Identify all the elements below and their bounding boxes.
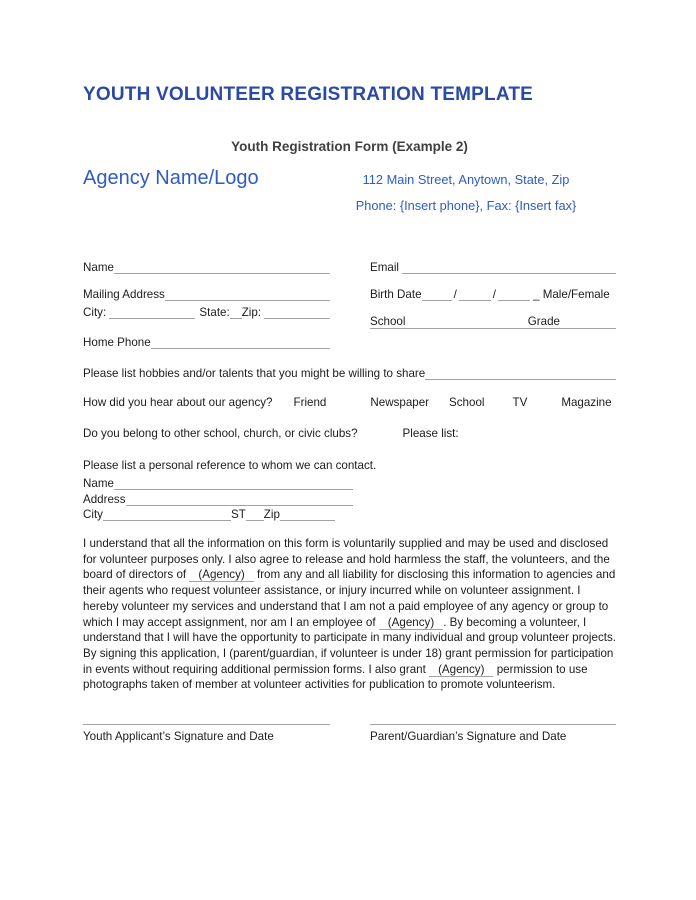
parent-signature-line [370, 724, 616, 743]
hobbies-question: Please list hobbies and/or talents that you might be willing to share [83, 367, 426, 380]
agency-inline-blank: (Agency) [189, 568, 253, 582]
birth-date-field-row [370, 286, 616, 301]
agency-header [83, 167, 616, 219]
name-field-row [83, 259, 330, 274]
mailing-address-label: Mailing Address [83, 288, 165, 301]
home-phone-blank [151, 336, 330, 349]
date-slash: / [453, 288, 457, 301]
reference-city-row [83, 506, 353, 522]
birth-month-blank [422, 288, 452, 301]
hear-option-newspaper: Newspaper [370, 396, 430, 409]
hear-about-question-row [83, 396, 616, 411]
email-label: Email [370, 261, 403, 274]
zip-blank [264, 306, 330, 319]
reference-city-blank [103, 508, 231, 521]
hear-option-friend: Friend [293, 396, 327, 409]
grade-label: Grade [527, 315, 560, 328]
hear-option-tv: TV [512, 396, 528, 409]
reference-address-row [83, 490, 353, 506]
page-title: YOUTH VOLUNTEER REGISTRATION TEMPLATE [83, 84, 534, 105]
form-subtitle: Youth Registration Form (Example 2) [231, 139, 468, 154]
hear-option-magazine: Magazine [561, 396, 612, 409]
city-state-zip-field-row [83, 304, 330, 319]
agreement-text-segment: permission to use photographs taken of member at volunteer activities for publication to promote volunteerism. [83, 662, 588, 692]
agency-address-block [316, 167, 616, 219]
school-grade-field-row [370, 314, 616, 329]
male-female-label: _ Male/Female [533, 288, 610, 301]
document-page [83, 0, 616, 743]
reference-zip-label: Zip [263, 508, 280, 521]
youth-signature-line [83, 724, 330, 743]
agreement-text-segment: I understand that all the information on this form is voluntarily supplied and may be used and disclosed for volunteer purposes only. I also agree to release and hold harmless the staff, the volunteers, and the board of directors of [83, 537, 610, 582]
clubs-question: Do you belong to other school, church, or civic clubs? [83, 427, 358, 440]
reference-st-blank [246, 508, 264, 521]
contact-fields-left-column [83, 259, 330, 349]
contact-fields-section [83, 259, 616, 349]
reference-intro: Please list a personal reference to whom we can contact. [83, 459, 377, 472]
name-blank [114, 261, 330, 274]
agency-inline-blank: (Agency) [379, 616, 443, 630]
agency-address-line: 112 Main Street, Anytown, State, Zip [362, 172, 570, 187]
contact-fields-right-column [370, 259, 616, 349]
clubs-please-list-label: Please list: [402, 427, 459, 440]
email-blank [402, 261, 616, 274]
agency-inline-blank: (Agency) [429, 663, 493, 677]
hobbies-blank [425, 367, 616, 380]
birth-year-blank [498, 288, 530, 301]
birth-date-label: Birth Date [370, 288, 422, 301]
mailing-address-blank [165, 288, 330, 301]
reference-st-label: ST [230, 508, 246, 521]
agreement-text-segment: from any and all liability for disclosing this information to agencies and their agents who request volunteer assistance, or injury incurred while on volunteer assignment. I hereby volunteer my services and understand that I am not a paid employee of any agency or group to which I may accept assignment, nor am I an employee of [83, 568, 616, 629]
date-slash-2: / [492, 288, 497, 301]
city-blank [109, 306, 195, 319]
agreement-text-segment: . By becoming a volunteer, I understand that I will have the opportunity to participate in many individual and group volunteer projects. By signing this application, I (parent/guardian, if volunteer is under 18) grant permission for participation in events without requiring additional permission forms. I also grant [83, 615, 616, 676]
agency-name-logo: Agency Name/Logo [83, 167, 259, 189]
zip-label: Zip: [241, 306, 265, 319]
home-phone-field-row [83, 334, 330, 349]
reference-name-label: Name [83, 477, 114, 490]
reference-address-label: Address [83, 492, 126, 506]
clubs-question-row [83, 427, 616, 442]
state-blank [230, 306, 242, 319]
signatures-section [83, 724, 616, 743]
agreement-paragraph [83, 536, 616, 693]
birth-day-blank [459, 288, 491, 301]
name-label: Name [83, 261, 114, 274]
reference-city-label: City [83, 508, 103, 521]
reference-name-row [83, 475, 353, 491]
hear-about-question: How did you hear about our agency? [83, 396, 273, 409]
agency-phone-fax-line: Phone: {Insert phone}, Fax: {Insert fax} [355, 198, 577, 213]
email-field-row [370, 259, 616, 274]
reference-zip-blank [280, 508, 335, 521]
youth-signature-label: Youth Applicant’s Signature and Date [83, 730, 274, 744]
hobbies-question-row [83, 365, 616, 380]
reference-address-blank [126, 493, 353, 506]
hear-option-school: School [449, 396, 485, 409]
city-label: City: [83, 306, 110, 319]
state-label: State: [199, 306, 230, 319]
personal-reference-section [83, 459, 616, 521]
reference-name-blank [114, 477, 353, 490]
mailing-address-field-row [83, 286, 330, 301]
school-label: School [370, 315, 406, 328]
parent-signature-label: Parent/Guardian’s Signature and Date [370, 730, 567, 744]
home-phone-label: Home Phone [83, 336, 151, 349]
